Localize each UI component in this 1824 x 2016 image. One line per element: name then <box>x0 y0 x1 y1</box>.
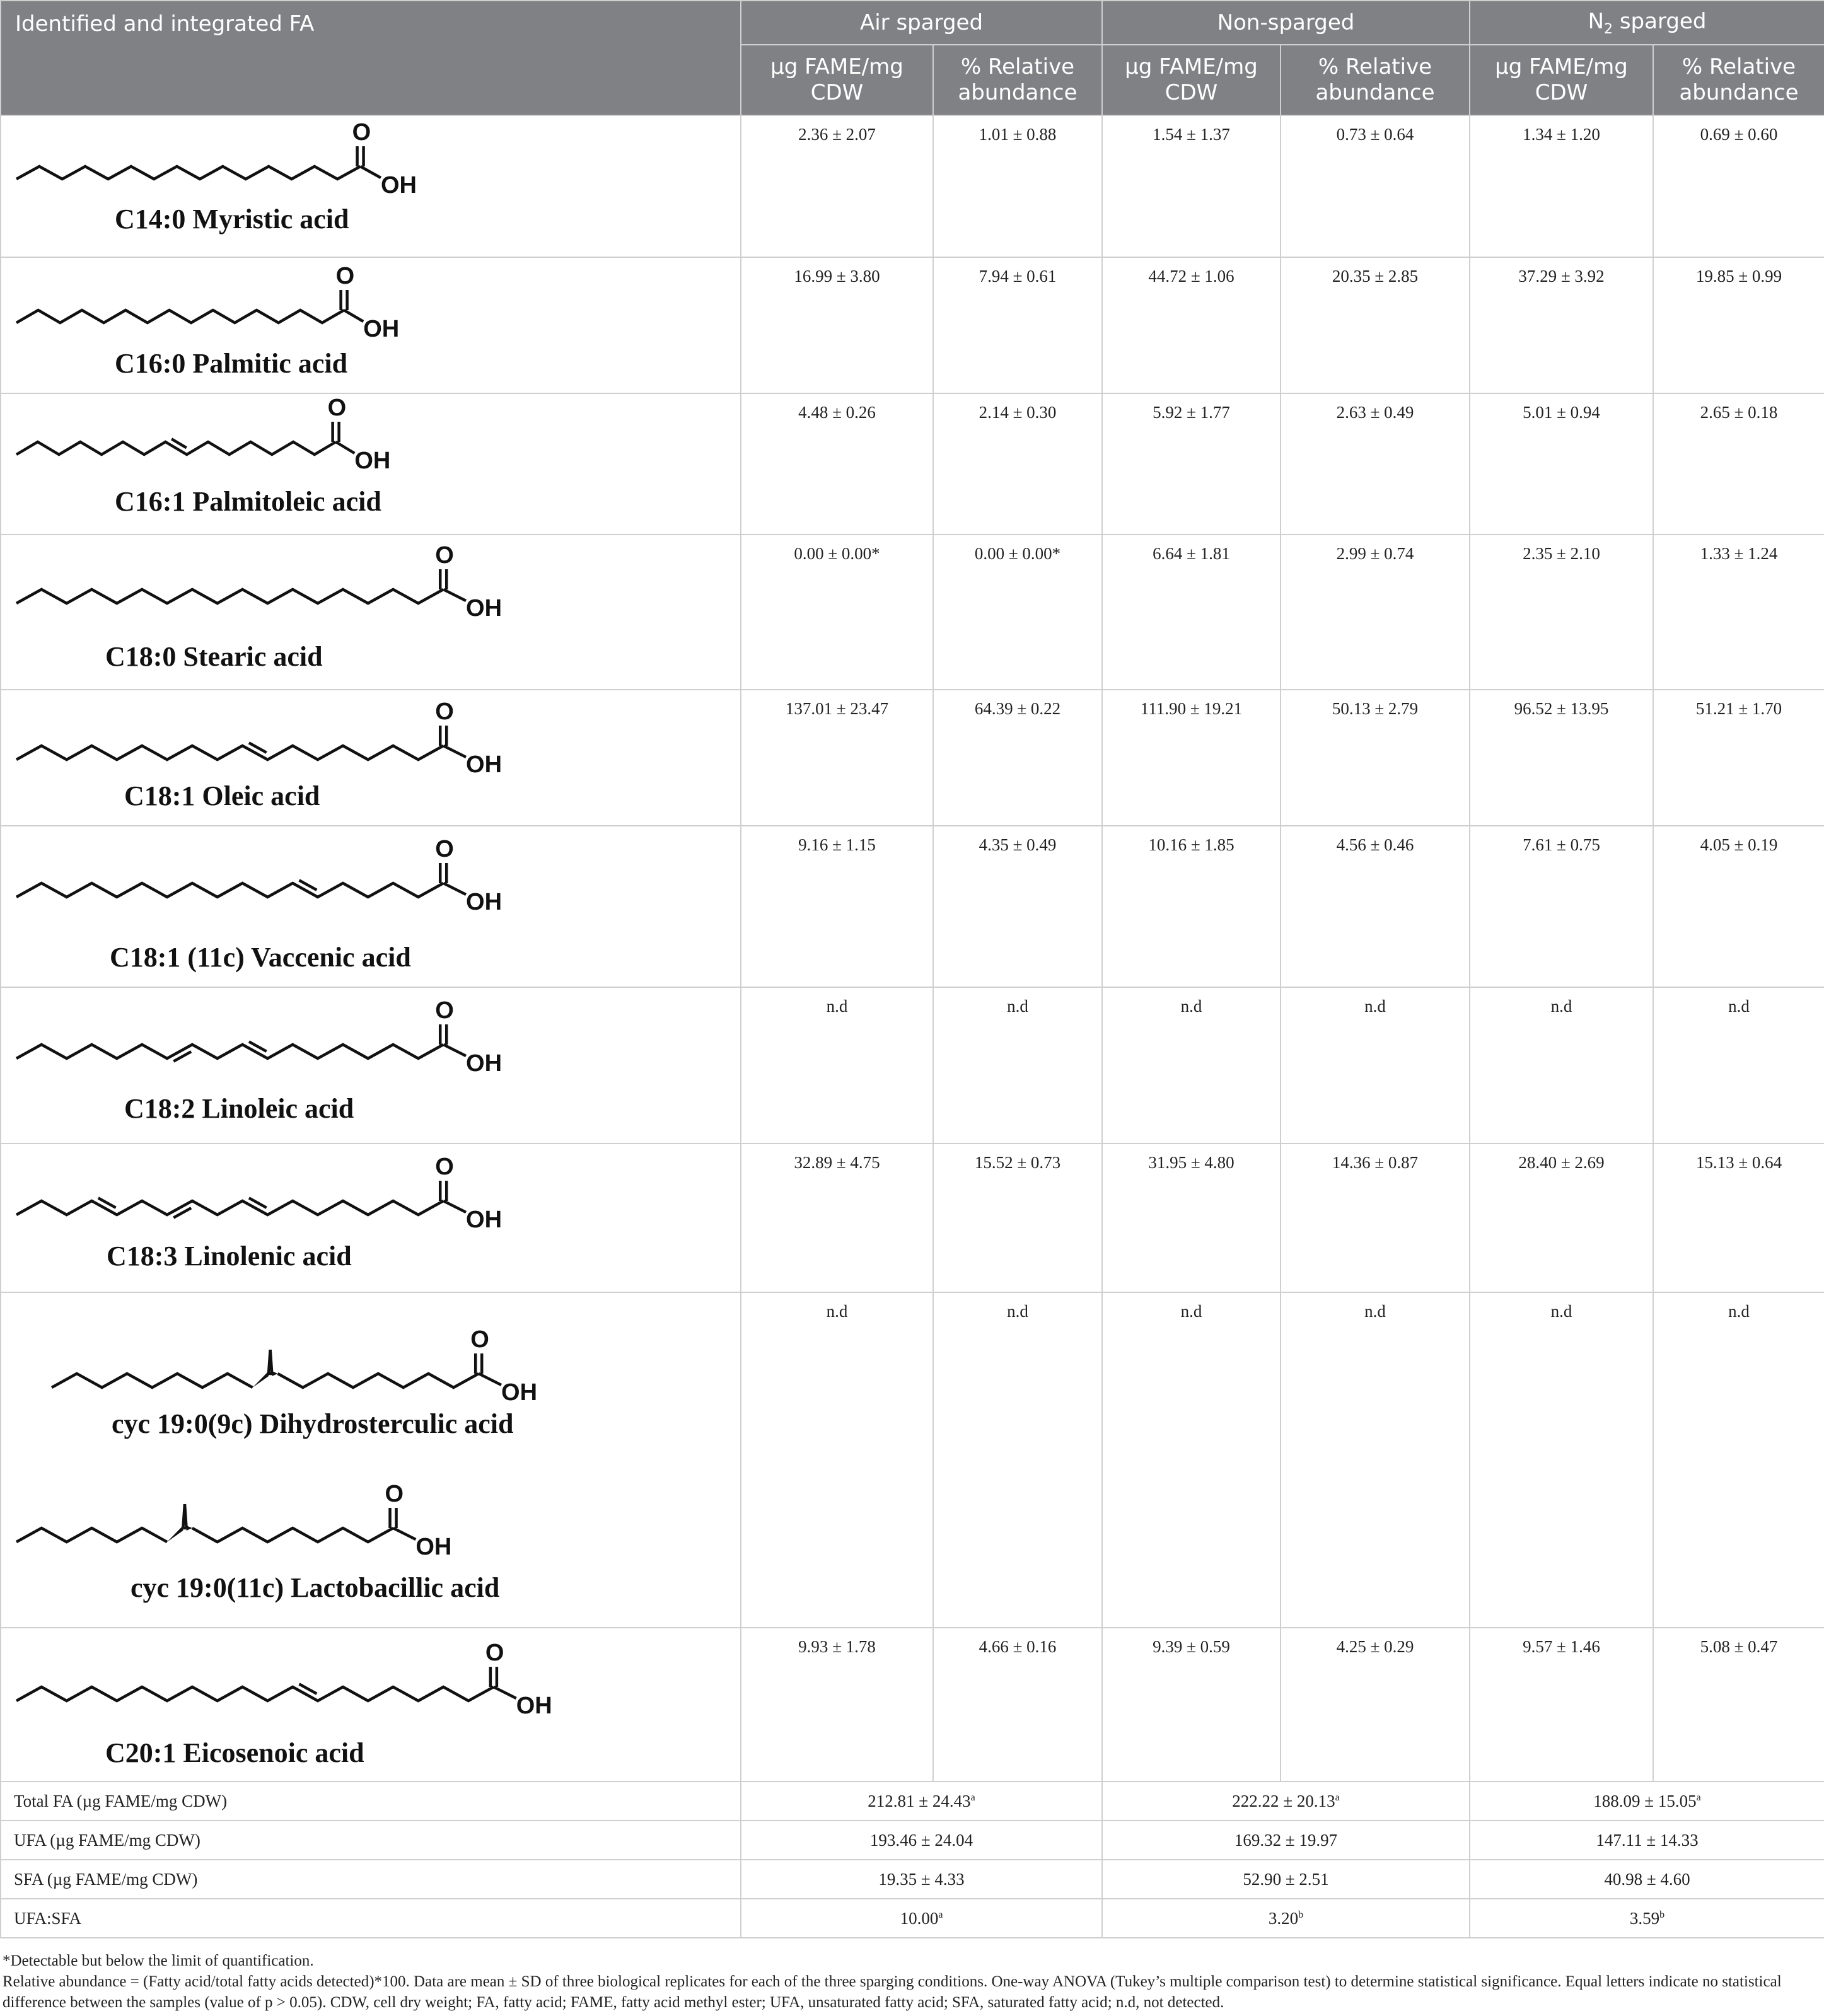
summary-value: 3.20$^b$ <box>1102 1899 1470 1938</box>
relative-abundance-value: n.d <box>1281 987 1470 1144</box>
relative-abundance-value: n.d <box>1653 1292 1824 1628</box>
relative-abundance-value: 15.13 ± 0.64 <box>1653 1144 1824 1292</box>
structure-diagram <box>1 1628 739 1781</box>
structure-cell <box>1 257 741 393</box>
hydroxyl-bond <box>443 883 466 895</box>
oxygen-atom: O <box>435 997 454 1024</box>
significance-letter: a <box>1335 1792 1340 1803</box>
summary-label: Total FA (µg FAME/mg CDW) <box>1 1781 741 1821</box>
oxygen-atom: O <box>470 1326 489 1353</box>
oxygen-atom: O <box>435 542 454 569</box>
structure-diagram <box>1 1144 739 1292</box>
hydroxyl-bond <box>443 589 466 601</box>
hydroxyl-group: OH <box>354 448 391 474</box>
ring-bond <box>270 1350 272 1374</box>
fame-value: n.d <box>741 987 933 1144</box>
summary-value: 188.09 ± 15.05$^a$ <box>1470 1781 1824 1821</box>
hydroxyl-bond <box>443 746 466 757</box>
structure-diagram <box>1 1293 739 1627</box>
fame-value: 37.29 ± 3.92 <box>1470 257 1653 393</box>
fame-value: 9.93 ± 1.78 <box>741 1628 933 1781</box>
table-row <box>1 987 1824 1144</box>
oxygen-atom: O <box>327 395 347 421</box>
carbon-chain <box>16 746 443 760</box>
summary-value: 222.22 ± 20.13$^a$ <box>1102 1781 1470 1821</box>
fame-value: 31.95 ± 4.80 <box>1102 1144 1281 1292</box>
fatty-acid-name: cyc 19:0(11c) Lactobacillic acid <box>131 1572 500 1603</box>
header-fame: µg FAME/mg CDW <box>1102 45 1281 115</box>
structure-cell <box>1 826 741 987</box>
header-row-groups <box>1 1 1824 45</box>
summary-label: UFA:SFA <box>1 1899 741 1938</box>
hydroxyl-bond <box>443 1045 466 1056</box>
hydroxyl-group: OH <box>501 1379 538 1406</box>
fame-value: 32.89 ± 4.75 <box>741 1144 933 1292</box>
oxygen-atom: O <box>485 1640 504 1666</box>
structure-cell <box>1 987 741 1144</box>
relative-abundance-value: 19.85 ± 0.99 <box>1653 257 1824 393</box>
relative-abundance-value: 2.14 ± 0.30 <box>933 393 1102 535</box>
fame-value: 1.34 ± 1.20 <box>1470 115 1653 257</box>
fame-value: n.d <box>1470 1292 1653 1628</box>
fame-value: n.d <box>1102 1292 1281 1628</box>
hydroxyl-group: OH <box>466 1207 502 1233</box>
fatty-acid-name: C18:0 Stearic acid <box>105 641 323 672</box>
structure-cell <box>1 393 741 535</box>
fame-value: 4.48 ± 0.26 <box>741 393 933 535</box>
structure-diagram <box>1 690 739 825</box>
header-non-sparged: Non-sparged <box>1102 1 1470 45</box>
summary-label: SFA (µg FAME/mg CDW) <box>1 1860 741 1899</box>
relative-abundance-value: 64.39 ± 0.22 <box>933 690 1102 826</box>
hydroxyl-bond <box>361 166 381 178</box>
fame-value: 9.57 ± 1.46 <box>1470 1628 1653 1781</box>
header-n2-sparged: $N_2$ sparged <box>1470 1 1824 45</box>
carbon-chain <box>16 1687 494 1701</box>
carbon-chain <box>192 1528 393 1542</box>
carbon-chain <box>16 310 344 323</box>
relative-abundance-value: 50.13 ± 2.79 <box>1281 690 1470 826</box>
relative-abundance-value: 15.52 ± 0.73 <box>933 1144 1102 1292</box>
structure-cell <box>1 535 741 690</box>
relative-abundance-value: 4.66 ± 0.16 <box>933 1628 1102 1781</box>
carbon-chain <box>16 1528 167 1542</box>
relative-abundance-value: n.d <box>933 987 1102 1144</box>
hydroxyl-bond <box>344 310 364 322</box>
significance-letter: b <box>1659 1909 1665 1920</box>
fatty-acid-name: C16:0 Palmitic acid <box>115 348 348 379</box>
significance-letter: b <box>1298 1909 1304 1920</box>
significance-letter: a <box>938 1909 943 1920</box>
footnote-definitions: Relative abundance = (Fatty acid/total fatty acids detected)*100. Data are mean ± SD of three biological replicates for each of the three sparging conditions. One-way ANOVA (Tukey’s multiple comparison test) to determine statistical significance. Equal letters indicate no statistical difference between the samples (value of p > 0.05). CDW, cell dry weight; FA, fatty acid; FAME, fatty acid methyl ester; UFA, unsaturated fatty acid; SFA, saturated fatty acid; n.d, not detected. <box>3 1973 1782 2011</box>
wedge-bond <box>167 1526 183 1542</box>
summary-value: 40.98 ± 4.60 <box>1470 1860 1824 1899</box>
relative-abundance-value: 0.73 ± 0.64 <box>1281 115 1470 257</box>
table-row <box>1 1628 1824 1781</box>
carbon-chain <box>16 589 443 603</box>
significance-letter: a <box>970 1792 975 1803</box>
hydroxyl-bond <box>494 1687 516 1698</box>
structure-diagram <box>1 116 739 257</box>
hydroxyl-group: OH <box>466 889 502 915</box>
oxygen-atom: O <box>435 836 454 862</box>
structure-cell <box>1 1628 741 1781</box>
structure-diagram <box>1 258 739 393</box>
oxygen-atom: O <box>435 698 454 725</box>
hydroxyl-group: OH <box>466 751 502 778</box>
summary-row <box>1 1821 1824 1860</box>
relative-abundance-value: n.d <box>933 1292 1102 1628</box>
fame-value: 10.16 ± 1.85 <box>1102 826 1281 987</box>
relative-abundance-value: 51.21 ± 1.70 <box>1653 690 1824 826</box>
fatty-acid-name: C20:1 Eicosenoic acid <box>105 1737 364 1768</box>
relative-abundance-value: 20.35 ± 2.85 <box>1281 257 1470 393</box>
fatty-acid-name: C18:3 Linolenic acid <box>107 1241 352 1272</box>
structure-diagram <box>1 826 739 987</box>
table-row <box>1 1292 1824 1628</box>
structure-diagram <box>1 988 739 1143</box>
fame-value: 28.40 ± 2.69 <box>1470 1144 1653 1292</box>
carbon-chain <box>16 1201 443 1215</box>
relative-abundance-value: 4.05 ± 0.19 <box>1653 826 1824 987</box>
table-row <box>1 115 1824 257</box>
header-fa: Identified and integrated FA <box>1 1 741 115</box>
fame-value: 2.35 ± 2.10 <box>1470 535 1653 690</box>
relative-abundance-value: 0.69 ± 0.60 <box>1653 115 1824 257</box>
relative-abundance-value: 4.56 ± 0.46 <box>1281 826 1470 987</box>
fame-value: 137.01 ± 23.47 <box>741 690 933 826</box>
table-row <box>1 535 1824 690</box>
summary-row <box>1 1781 1824 1821</box>
table-row <box>1 826 1824 987</box>
relative-abundance-value: 2.99 ± 0.74 <box>1281 535 1470 690</box>
summary-label: UFA (µg FAME/mg CDW) <box>1 1821 741 1860</box>
summary-value: 3.59$^b$ <box>1470 1899 1824 1938</box>
summary-value: 147.11 ± 14.33 <box>1470 1821 1824 1860</box>
fame-value: 1.54 ± 1.37 <box>1102 115 1281 257</box>
fame-value: 9.39 ± 0.59 <box>1102 1628 1281 1781</box>
relative-abundance-value: 2.65 ± 0.18 <box>1653 393 1824 535</box>
footnotes <box>3 1950 1818 2013</box>
carbon-chain <box>16 166 361 179</box>
summary-row <box>1 1860 1824 1899</box>
fatty-acid-name: C14:0 Myristic acid <box>115 204 349 235</box>
fame-value: 96.52 ± 13.95 <box>1470 690 1653 826</box>
summary-value: 52.90 ± 2.51 <box>1102 1860 1470 1899</box>
hydroxyl-bond <box>443 1201 466 1212</box>
hydroxyl-group: OH <box>466 1050 502 1077</box>
fatty-acid-name: C18:1 (11c) Vaccenic acid <box>110 942 411 973</box>
structure-cell <box>1 1292 741 1628</box>
table-row <box>1 690 1824 826</box>
table-row <box>1 1144 1824 1292</box>
wedge-bond <box>253 1371 269 1387</box>
hydroxyl-group: OH <box>516 1693 552 1719</box>
header-fame: µg FAME/mg CDW <box>1470 45 1653 115</box>
relative-abundance-value: n.d <box>1281 1292 1470 1628</box>
header-rel: % Relative abundance <box>1653 45 1824 115</box>
carbon-chain <box>16 1045 443 1058</box>
fame-value: n.d <box>741 1292 933 1628</box>
fatty-acid-name: C16:1 Palmitoleic acid <box>115 486 381 517</box>
hydroxyl-bond <box>336 442 355 453</box>
table-row <box>1 393 1824 535</box>
fame-value: 6.64 ± 1.81 <box>1102 535 1281 690</box>
relative-abundance-value: n.d <box>1653 987 1824 1144</box>
hydroxyl-group: OH <box>415 1534 452 1560</box>
header-fame: µg FAME/mg CDW <box>741 45 933 115</box>
carbon-chain <box>52 1374 253 1387</box>
summary-row <box>1 1899 1824 1938</box>
fame-value: n.d <box>1102 987 1281 1144</box>
oxygen-atom: O <box>435 1154 454 1180</box>
hydroxyl-bond <box>479 1374 501 1385</box>
relative-abundance-value: 1.33 ± 1.24 <box>1653 535 1824 690</box>
fatty-acid-name: cyc 19:0(9c) Dihydrosterculic acid <box>112 1408 514 1439</box>
fame-value: 9.16 ± 1.15 <box>741 826 933 987</box>
carbon-chain <box>16 442 336 455</box>
table-row <box>1 257 1824 393</box>
fame-value: n.d <box>1470 987 1653 1144</box>
fame-value: 5.01 ± 0.94 <box>1470 393 1653 535</box>
structure-diagram <box>1 535 739 689</box>
summary-value: 193.46 ± 24.04 <box>741 1821 1102 1860</box>
fatty-acid-name: C18:2 Linoleic acid <box>124 1093 354 1124</box>
fame-value: 7.61 ± 0.75 <box>1470 826 1653 987</box>
oxygen-atom: O <box>385 1481 404 1507</box>
summary-value: 19.35 ± 4.33 <box>741 1860 1102 1899</box>
relative-abundance-value: 5.08 ± 0.47 <box>1653 1628 1824 1781</box>
header-rel: % Relative abundance <box>933 45 1102 115</box>
fame-value: 2.36 ± 2.07 <box>741 115 933 257</box>
carbon-chain <box>16 883 443 897</box>
relative-abundance-value: 2.63 ± 0.49 <box>1281 393 1470 535</box>
header-rel: % Relative abundance <box>1281 45 1470 115</box>
hydroxyl-group: OH <box>363 316 400 342</box>
relative-abundance-value: 1.01 ± 0.88 <box>933 115 1102 257</box>
oxygen-atom: O <box>335 263 355 289</box>
summary-value: 212.81 ± 24.43$^a$ <box>741 1781 1102 1821</box>
ring-bond <box>185 1504 187 1528</box>
relative-abundance-value: 14.36 ± 0.87 <box>1281 1144 1470 1292</box>
relative-abundance-value: 4.35 ± 0.49 <box>933 826 1102 987</box>
carbon-chain <box>278 1374 479 1387</box>
fame-value: 0.00 ± 0.00* <box>741 535 933 690</box>
significance-letter: a <box>1696 1792 1701 1803</box>
footnote-detectable: *Detectable but below the limit of quantification. <box>3 1952 314 1969</box>
relative-abundance-value: 0.00 ± 0.00* <box>933 535 1102 690</box>
summary-value: 169.32 ± 19.97 <box>1102 1821 1470 1860</box>
hydroxyl-group: OH <box>380 172 417 199</box>
hydroxyl-bond <box>393 1528 416 1539</box>
structure-cell <box>1 1144 741 1292</box>
fame-value: 111.90 ± 19.21 <box>1102 690 1281 826</box>
fame-value: 16.99 ± 3.80 <box>741 257 933 393</box>
relative-abundance-value: 4.25 ± 0.29 <box>1281 1628 1470 1781</box>
hydroxyl-group: OH <box>466 595 502 622</box>
structure-cell <box>1 115 741 257</box>
summary-value: 10.00$^a$ <box>741 1899 1102 1938</box>
relative-abundance-value: 7.94 ± 0.61 <box>933 257 1102 393</box>
fame-value: 44.72 ± 1.06 <box>1102 257 1281 393</box>
fame-value: 5.92 ± 1.77 <box>1102 393 1281 535</box>
fatty-acid-name: C18:1 Oleic acid <box>124 780 320 811</box>
header-air-sparged: Air sparged <box>741 1 1102 45</box>
structure-diagram <box>1 394 739 534</box>
oxygen-atom: O <box>352 119 371 146</box>
structure-cell <box>1 690 741 826</box>
